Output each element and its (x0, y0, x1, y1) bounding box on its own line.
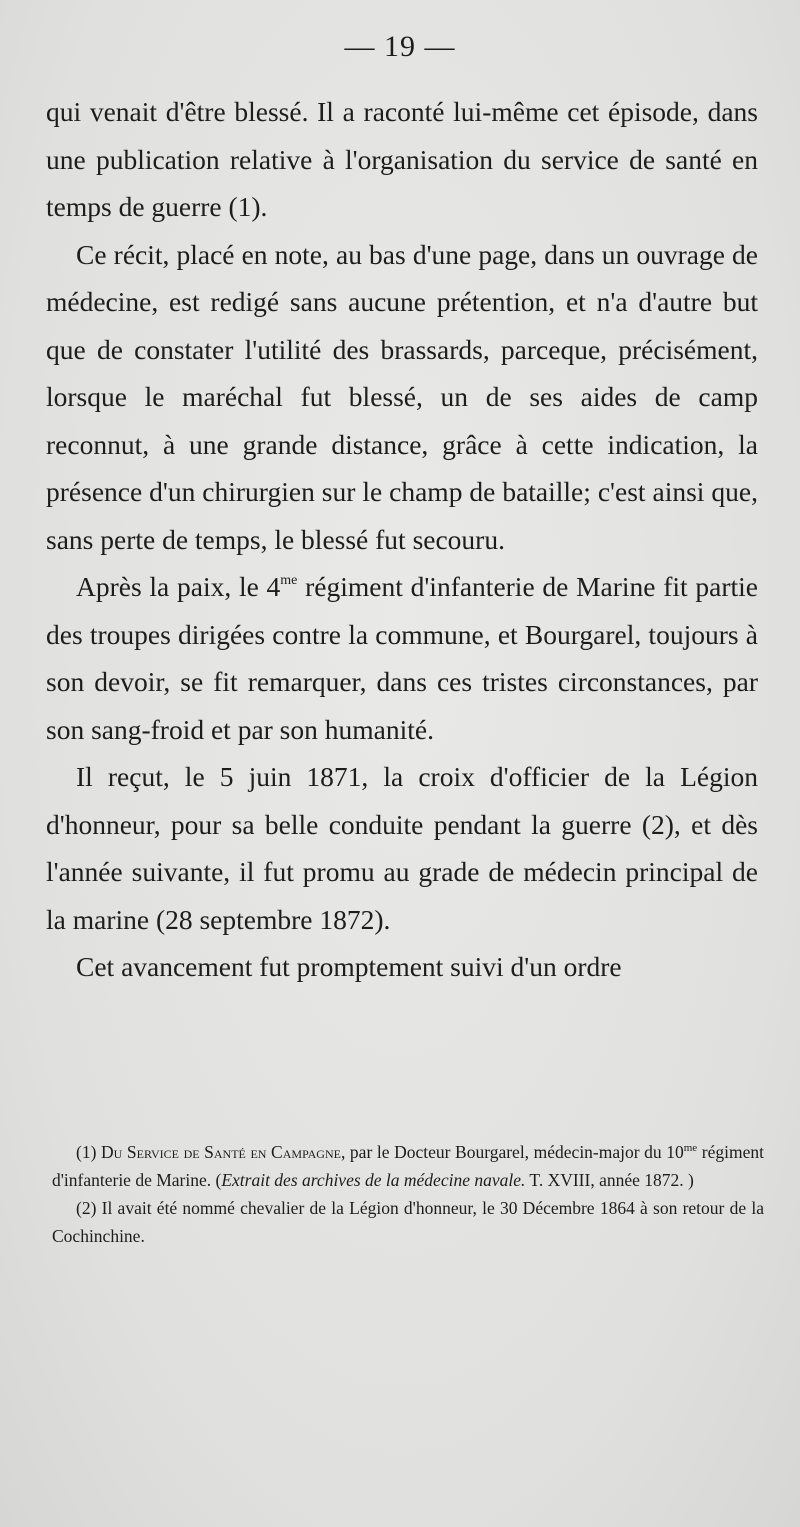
body-text (46, 88, 758, 991)
paragraph-1: qui venait d'être blessé. Il a raconté lui-même cet épisode, dans une publication relative à l'organisation du service de santé en temps de guerre (1). (46, 96, 758, 222)
footnote-2: (2) Il avait été nommé chevalier de la Légion d'honneur, le 30 Décembre 1864 à son retour de la Cochinchine. (52, 1198, 764, 1246)
paragraph-2: Ce récit, placé en note, au bas d'une page, dans un ouvrage de médecine, est redigé sans aucune prétention, et n'a d'autre but que de constater l'utilité des brassards, parceque, précisément, lorsque le maréchal fut blessé, un de ses aides de camp reconnut, à une grande distance, grâce à cette indication, la présence d'un chirurgien sur le champ de bataille; c'est ainsi que, sans perte de temps, le blessé fut secouru. (46, 238, 758, 555)
paragraph-5: Cet avancement fut promptement suivi d'un ordre (76, 951, 622, 982)
footnotes (52, 1138, 764, 1250)
footnote-1-superscript: me (683, 1142, 698, 1154)
ordinal-superscript: me (280, 573, 298, 588)
paragraph-3-start: Après la paix, le 4 (76, 571, 281, 602)
paragraph-3-end: régiment d'infanterie de Marine fit partie des troupes dirigées contre la commune, et Bourgarel, toujours à son devoir, se fit remarquer, dans ces tristes circonstances, par son sang-froid et par son humanité. (46, 571, 758, 745)
paragraph-4: Il reçut, le 5 juin 1871, la croix d'officier de la Légion d'honneur, pour sa belle conduite pendant la guerre (2), et dès l'année suivante, il fut promu au grade de médecin principal de la marine (28 septembre 1872). (46, 761, 758, 935)
footnote-1-marker: (1) (76, 1142, 101, 1162)
footnote-1-part2: régiment d'infanterie de Marine. ( (52, 1142, 764, 1190)
footnote-1 (52, 1138, 764, 1194)
footnote-1-part1: , par le Docteur Bourgarel, médecin-major du 10 (340, 1142, 684, 1162)
footnote-1-source: Extrait des archives de la médecine navale. (221, 1170, 526, 1190)
footnote-1-title: Du Service de Santé en Campagne (101, 1142, 341, 1162)
page-number: — 19 — (344, 30, 456, 63)
paragraph-3 (46, 563, 758, 753)
footnote-1-part3: T. XVIII, année 1872. ) (525, 1170, 694, 1190)
